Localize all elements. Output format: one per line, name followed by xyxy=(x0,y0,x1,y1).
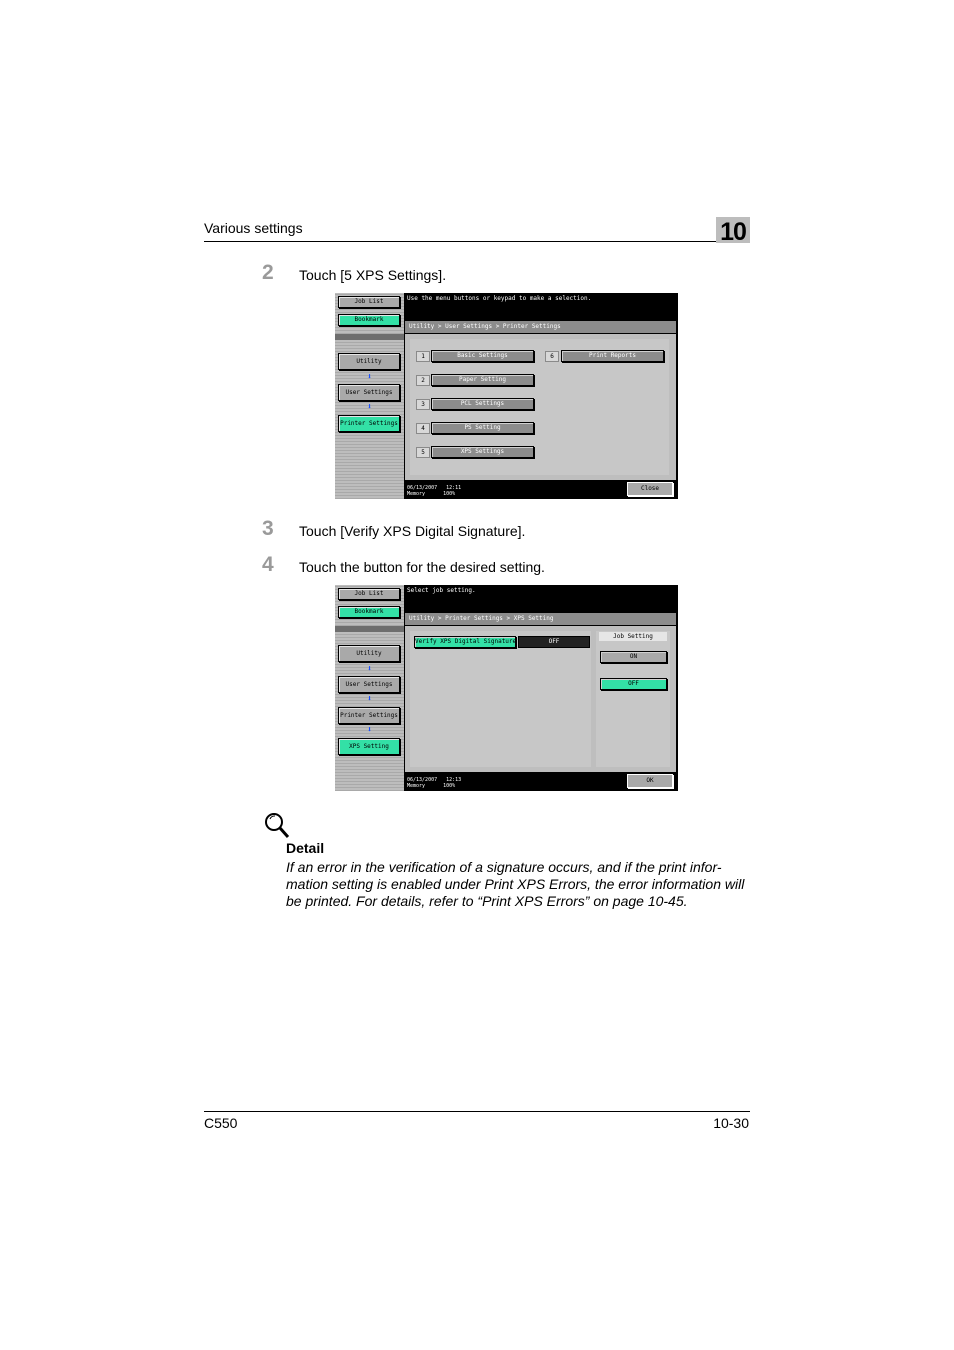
footer-rule xyxy=(204,1111,750,1112)
user-settings-button[interactable]: User Settings xyxy=(338,384,400,401)
bookmark-button[interactable]: Bookmark xyxy=(338,606,400,618)
printer-settings-screen xyxy=(335,293,678,499)
verify-xps-digital-signature-button[interactable]: Verify XPS Digital Signature xyxy=(414,636,516,648)
time: 12:13 xyxy=(446,777,462,783)
side-separator xyxy=(335,626,404,632)
magnifier-icon xyxy=(264,812,290,840)
arrow-down-icon: ⬇ xyxy=(367,725,372,734)
section-title: Various settings xyxy=(204,220,303,236)
memory-value: 100% xyxy=(443,491,456,497)
menu-panel xyxy=(405,334,676,480)
detail-text: If an error in the verification of a signature occurs, and if the print infor-mation setting is enabled under Print XPS Errors, the error information will be printed. For details, refer to “Print XPS Errors” on page 10-45. xyxy=(286,859,745,909)
pcl-settings-button[interactable]: PCL Settings xyxy=(431,398,534,410)
job-list-button[interactable]: Job List xyxy=(338,296,400,308)
breadcrumb-bar xyxy=(405,321,676,333)
time: 12:11 xyxy=(446,485,462,491)
utility-button[interactable]: Utility xyxy=(338,645,400,662)
xps-settings-button[interactable]: XPS Settings xyxy=(431,446,534,458)
side-panel xyxy=(335,585,404,791)
instruction-message: Use the menu buttons or keypad to make a selection. xyxy=(407,295,592,302)
menu-number: 4 xyxy=(416,423,430,434)
date: 06/13/2007 xyxy=(407,485,438,491)
memory-value: 100% xyxy=(443,783,456,789)
memory-label: Memory xyxy=(407,491,426,497)
status-footer xyxy=(407,485,461,497)
ok-button[interactable]: OK xyxy=(627,774,673,788)
arrow-down-icon: ⬇ xyxy=(367,664,372,673)
instruction-message: Select job setting. xyxy=(407,587,476,594)
utility-button[interactable]: Utility xyxy=(338,353,400,370)
user-settings-button[interactable]: User Settings xyxy=(338,676,400,693)
date: 06/13/2007 xyxy=(407,777,438,783)
step-number: 3 xyxy=(262,517,274,540)
job-setting-label: Job Setting xyxy=(599,632,667,641)
step-text: Touch [Verify XPS Digital Signature]. xyxy=(299,523,526,539)
print-reports-button[interactable]: Print Reports xyxy=(561,350,664,362)
page-number: 10-30 xyxy=(713,1115,749,1131)
job-list-button[interactable]: Job List xyxy=(338,588,400,600)
ps-setting-button[interactable]: PS Setting xyxy=(431,422,534,434)
paper-setting-button[interactable]: Paper Setting xyxy=(431,374,534,386)
header-rule xyxy=(204,241,750,242)
off-button[interactable]: OFF xyxy=(600,678,667,690)
side-panel xyxy=(335,293,404,499)
breadcrumb: Utility > Printer Settings > XPS Setting xyxy=(409,615,554,622)
arrow-down-icon: ⬇ xyxy=(367,694,372,703)
xps-setting-screen xyxy=(335,585,678,791)
printer-settings-button[interactable]: Printer Settings xyxy=(338,415,400,432)
step-number: 2 xyxy=(262,261,274,284)
memory-label: Memory xyxy=(407,783,426,789)
breadcrumb-bar xyxy=(405,613,676,625)
side-separator xyxy=(335,334,404,340)
current-value: OFF xyxy=(518,636,590,648)
breadcrumb: Utility > User Settings > Printer Settings xyxy=(409,323,561,330)
bookmark-button[interactable]: Bookmark xyxy=(338,314,400,326)
detail-label: Detail xyxy=(286,840,325,856)
arrow-down-icon: ⬇ xyxy=(367,402,372,411)
basic-settings-button[interactable]: Basic Settings xyxy=(431,350,534,362)
settings-panel xyxy=(405,626,676,772)
close-button[interactable]: Close xyxy=(627,482,673,496)
menu-number: 1 xyxy=(416,351,430,362)
item-list-panel xyxy=(410,631,591,767)
step-number: 4 xyxy=(262,553,274,576)
status-footer xyxy=(407,777,461,789)
job-setting-panel xyxy=(596,631,670,767)
printer-settings-button[interactable]: Printer Settings xyxy=(338,707,400,724)
chapter-number: 10 xyxy=(716,217,750,243)
model-name: C550 xyxy=(204,1115,238,1131)
menu-number: 2 xyxy=(416,375,430,386)
menu-number: 3 xyxy=(416,399,430,410)
step-text: Touch [5 XPS Settings]. xyxy=(299,267,447,283)
menu-number: 6 xyxy=(545,351,559,362)
step-text: Touch the button for the desired setting. xyxy=(299,559,545,575)
on-button[interactable]: ON xyxy=(600,651,667,663)
arrow-down-icon: ⬇ xyxy=(367,372,372,381)
xps-setting-button[interactable]: XPS Setting xyxy=(338,738,400,755)
menu-number: 5 xyxy=(416,447,430,458)
menu-inner-panel xyxy=(410,339,669,475)
